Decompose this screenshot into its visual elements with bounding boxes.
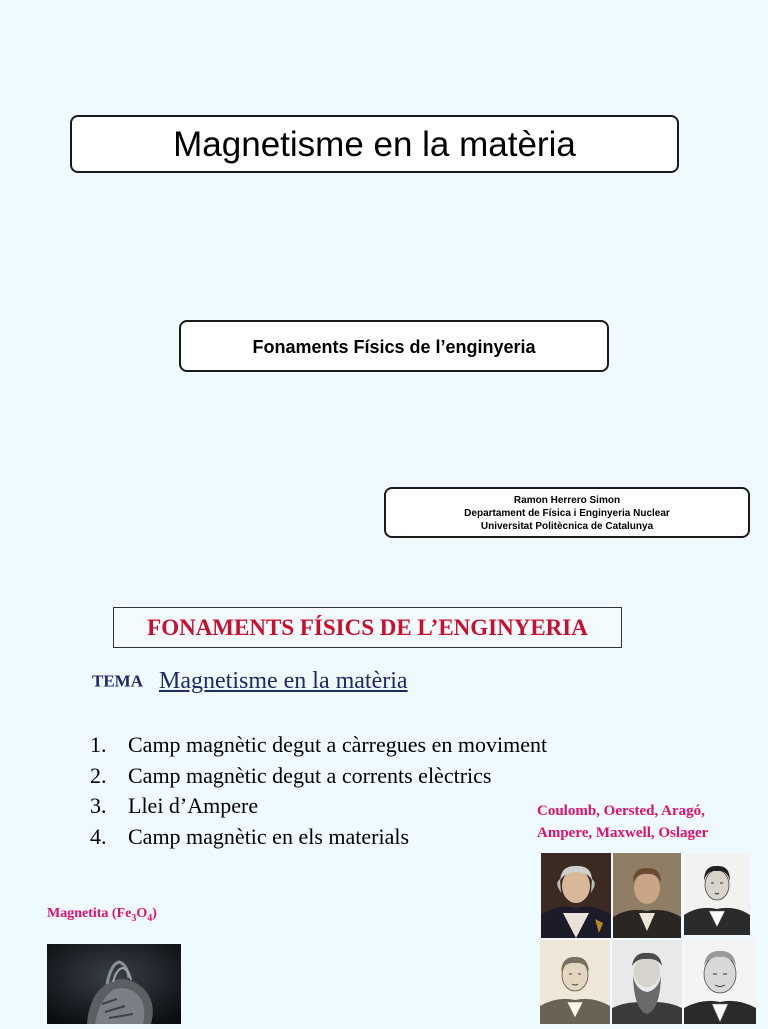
topics-list [90, 730, 547, 852]
list-item-number: 4. [90, 823, 107, 849]
scientists-caption [537, 800, 767, 844]
list-item-number: 1. [90, 732, 107, 757]
tema-row [92, 668, 408, 695]
presentation-title: Magnetisme en la matèria [173, 125, 576, 164]
portrait-arago [684, 853, 750, 935]
magnetita-subscript-3: 3 [131, 912, 137, 924]
list-item [90, 761, 547, 792]
magnetita-close: ) [152, 906, 157, 921]
portrait-onsager [684, 938, 756, 1024]
topic-banner [113, 607, 622, 648]
portrait-maxwell [612, 940, 682, 1024]
tema-title-link[interactable]: Magnetisme en la matèria [159, 668, 408, 694]
list-item [90, 822, 547, 853]
list-item-text: Llei d’Ampere [128, 793, 259, 818]
magnetita-caption [47, 906, 157, 924]
magnetite-photo [47, 944, 181, 1024]
list-item-number: 3. [90, 793, 107, 818]
course-box [179, 320, 609, 372]
scientists-caption-line1: Coulomb, Oersted, Aragó, [537, 803, 705, 819]
scientists-caption-line2: Ampere, Maxwell, Oslager [537, 825, 709, 841]
list-item-text: Camp magnètic degut a corrents elèctrics [128, 762, 492, 788]
magnetita-label: Magnetita (Fe [47, 906, 132, 921]
list-item [90, 791, 547, 822]
course-name: Fonaments Físics de l’enginyeria [252, 337, 536, 357]
topic-banner-text: FONAMENTS FÍSICS DE L’ENGINYERIA [147, 615, 588, 640]
portrait-oersted [613, 853, 681, 938]
magnetita-subscript-4: 4 [147, 912, 153, 924]
tema-label: TEMA [92, 671, 143, 691]
author-box [384, 487, 750, 538]
list-item [90, 730, 547, 761]
author-name: Ramon Herrero Simon [513, 495, 621, 506]
author-department: Departament de Física i Enginyeria Nuclear [464, 508, 670, 519]
portrait-ampere [540, 940, 610, 1024]
author-university: Universitat Politècnica de Catalunya [480, 521, 654, 532]
list-item-text: Camp magnètic en els materials [128, 823, 410, 849]
title-box [70, 115, 679, 173]
magnetita-oxygen: O [136, 906, 148, 921]
list-item-text: Camp magnètic degut a càrregues en moviment [128, 732, 548, 757]
list-item-number: 2. [90, 762, 107, 788]
portrait-coulomb [541, 853, 611, 938]
